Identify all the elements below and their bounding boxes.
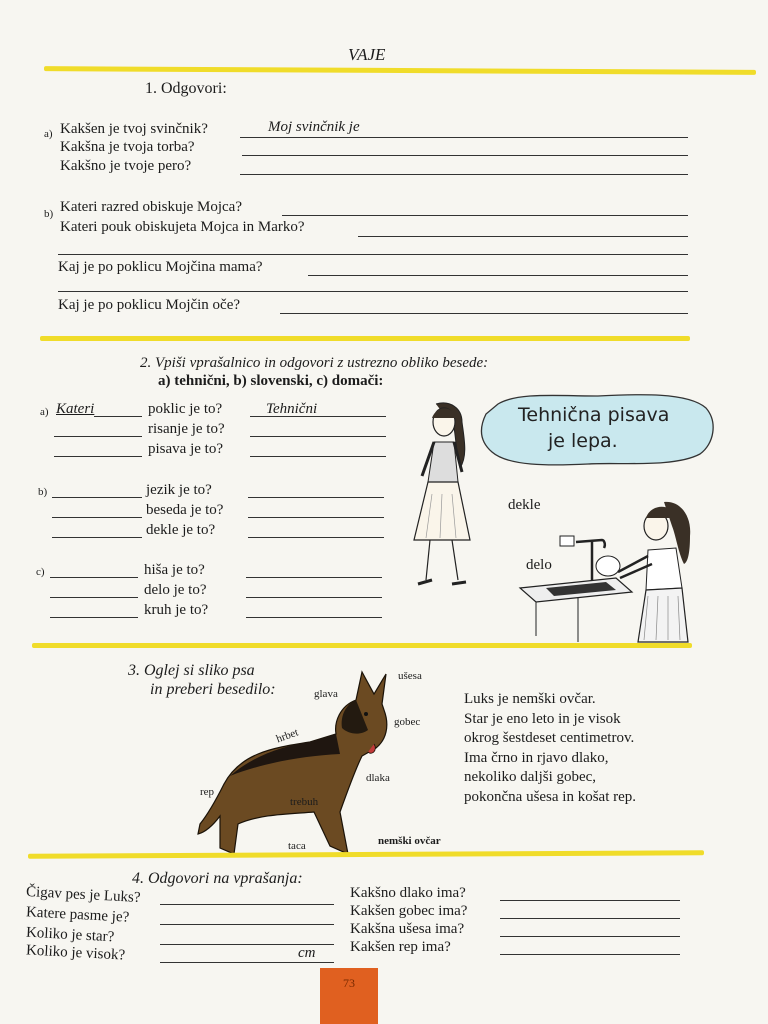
ex1-q3: Kakšno je tvoje pero? xyxy=(60,158,192,174)
answer-line[interactable] xyxy=(160,924,334,925)
ex4-right-q: Kakšen rep ima? xyxy=(350,939,451,955)
answer-line[interactable] xyxy=(240,174,688,175)
ex4-left-q: Katere pasme je? xyxy=(25,904,130,926)
bubble-text-line2: je lepa. xyxy=(548,430,618,452)
ex3-text-line: Luks je nemški ovčar. xyxy=(464,691,596,707)
label-rep: rep xyxy=(200,786,215,798)
ex2-row: jezik je to? xyxy=(146,482,212,498)
answer-line[interactable] xyxy=(52,537,142,538)
ex2-row: kruh je to? xyxy=(144,602,209,618)
yellow-divider xyxy=(44,66,756,75)
label-gobec: gobec xyxy=(394,716,421,728)
answer-line[interactable] xyxy=(58,254,688,255)
answer-line[interactable] xyxy=(50,577,138,578)
answer-line[interactable] xyxy=(282,215,688,216)
label-trebuh: trebuh xyxy=(290,796,319,808)
answer-line[interactable] xyxy=(50,617,138,618)
ex2-marker-c: c) xyxy=(36,566,45,578)
german-shepherd-illustration xyxy=(190,664,410,860)
ex1-q1: Kakšen je tvoj svinčnik? xyxy=(60,121,208,137)
ex1-heading: 1. Odgovori: xyxy=(145,80,227,97)
ex3-text-line: nekoliko daljši gobec, xyxy=(464,769,597,785)
ex3-text-line: Ima črno in rjavo dlako, xyxy=(464,749,609,766)
ex4-left-q: Čigav pes je Luks? xyxy=(25,884,141,906)
ex2-a-answer: Tehnični xyxy=(266,401,318,417)
ex2-row: pisava je to? xyxy=(148,441,223,457)
answer-line[interactable] xyxy=(240,137,688,138)
ex2-row: poklic je to? xyxy=(148,401,223,417)
ex2-marker-a: a) xyxy=(40,406,49,418)
answer-line[interactable] xyxy=(500,918,680,919)
ex2-row: dekle je to? xyxy=(146,522,216,538)
answer-line[interactable] xyxy=(246,617,382,618)
ex4-right-q: Kakšna ušesa ima? xyxy=(350,921,465,937)
ex1-marker-b: b) xyxy=(44,208,54,220)
ex4-heading: 4. Odgovori na vprašanja: xyxy=(132,870,303,887)
page-title: VAJE xyxy=(348,45,386,64)
ex1-q6: Kaj je po poklicu Mojčina mama? xyxy=(58,259,263,275)
answer-line[interactable] xyxy=(500,954,680,955)
yellow-divider xyxy=(40,336,690,341)
ex2-row: beseda je to? xyxy=(146,502,224,518)
answer-line[interactable] xyxy=(54,436,142,437)
ex2-marker-b: b) xyxy=(38,486,48,498)
label-usesa: ušesa xyxy=(398,670,422,682)
ex1-q1-answer: Moj svinčnik je xyxy=(268,119,360,135)
yellow-divider xyxy=(32,643,692,648)
ex1-marker-a: a) xyxy=(44,128,53,140)
ex2-row: delo je to? xyxy=(144,582,207,598)
answer-line[interactable] xyxy=(160,962,334,963)
label-hrbet: hrbet xyxy=(274,726,300,746)
ex3-text-line: Star je eno leto in je visok xyxy=(464,710,621,727)
girl-washing-dishes-illustration xyxy=(516,496,696,644)
ex2-subheading: a) tehnični, b) slovenski, c) domači: xyxy=(158,373,384,389)
answer-line[interactable] xyxy=(500,936,680,937)
answer-line[interactable] xyxy=(358,236,688,237)
answer-line[interactable] xyxy=(246,577,382,578)
ex2-row: hiša je to? xyxy=(144,562,205,578)
label-dekle: dekle xyxy=(508,497,541,513)
ex3-text-line: okrog šestdeset centimetrov. xyxy=(464,730,635,746)
answer-line[interactable] xyxy=(52,497,142,498)
answer-line[interactable] xyxy=(160,904,334,905)
ex4-right-q: Kakšen gobec ima? xyxy=(350,903,468,919)
page-number-tab xyxy=(320,968,378,1024)
answer-line[interactable] xyxy=(500,900,680,901)
answer-line[interactable] xyxy=(250,436,386,437)
ex3-text-block xyxy=(464,690,636,807)
ex1-q7: Kaj je po poklicu Mojčin oče? xyxy=(58,297,241,313)
label-glava: glava xyxy=(314,688,338,700)
ex3-heading-line2: in preberi besedilo: xyxy=(150,681,276,698)
answer-line[interactable] xyxy=(52,517,142,518)
label-taca: taca xyxy=(288,840,306,852)
ex4-left-q: Koliko je star? xyxy=(25,924,115,946)
ex3-heading-line1: 3. Oglej si sliko psa xyxy=(128,662,255,679)
ex2-a-fill: Kateri xyxy=(56,401,95,417)
answer-line[interactable] xyxy=(250,456,386,457)
ex1-q2: Kakšna je tvoja torba? xyxy=(60,139,195,155)
ex2-row: risanje je to? xyxy=(148,421,225,437)
answer-line[interactable] xyxy=(242,155,688,156)
answer-line[interactable] xyxy=(250,416,386,417)
answer-line[interactable] xyxy=(308,275,688,276)
answer-line[interactable] xyxy=(246,597,382,598)
ex4-left-q: Koliko je visok? xyxy=(25,942,126,964)
ex3-text-line: pokončna ušesa in košat rep. xyxy=(464,788,637,805)
bubble-text-line1: Tehnična pisava xyxy=(518,404,670,426)
ex2-heading: 2. Vpiši vprašalnico in odgovori z ustrezno obliko besede: xyxy=(140,355,489,371)
ex1-q5: Kateri pouk obiskujeta Mojca in Marko? xyxy=(60,219,305,235)
label-delo: delo xyxy=(526,557,552,573)
page-number: 73 xyxy=(343,976,355,990)
ex1-q4: Kateri razred obiskuje Mojca? xyxy=(60,199,242,215)
answer-line[interactable] xyxy=(280,313,688,314)
ex4-unit-cm: cm xyxy=(298,945,316,961)
answer-line[interactable] xyxy=(54,456,142,457)
answer-line[interactable] xyxy=(248,537,384,538)
label-dlaka: dlaka xyxy=(366,772,390,784)
answer-line[interactable] xyxy=(94,416,142,417)
answer-line[interactable] xyxy=(58,291,688,292)
answer-line[interactable] xyxy=(248,497,384,498)
answer-line[interactable] xyxy=(248,517,384,518)
ex4-right-q: Kakšno dlako ima? xyxy=(350,885,466,901)
answer-line[interactable] xyxy=(50,597,138,598)
girl-illustration xyxy=(398,398,478,598)
label-nemski-ovcar: nemški ovčar xyxy=(378,835,441,847)
